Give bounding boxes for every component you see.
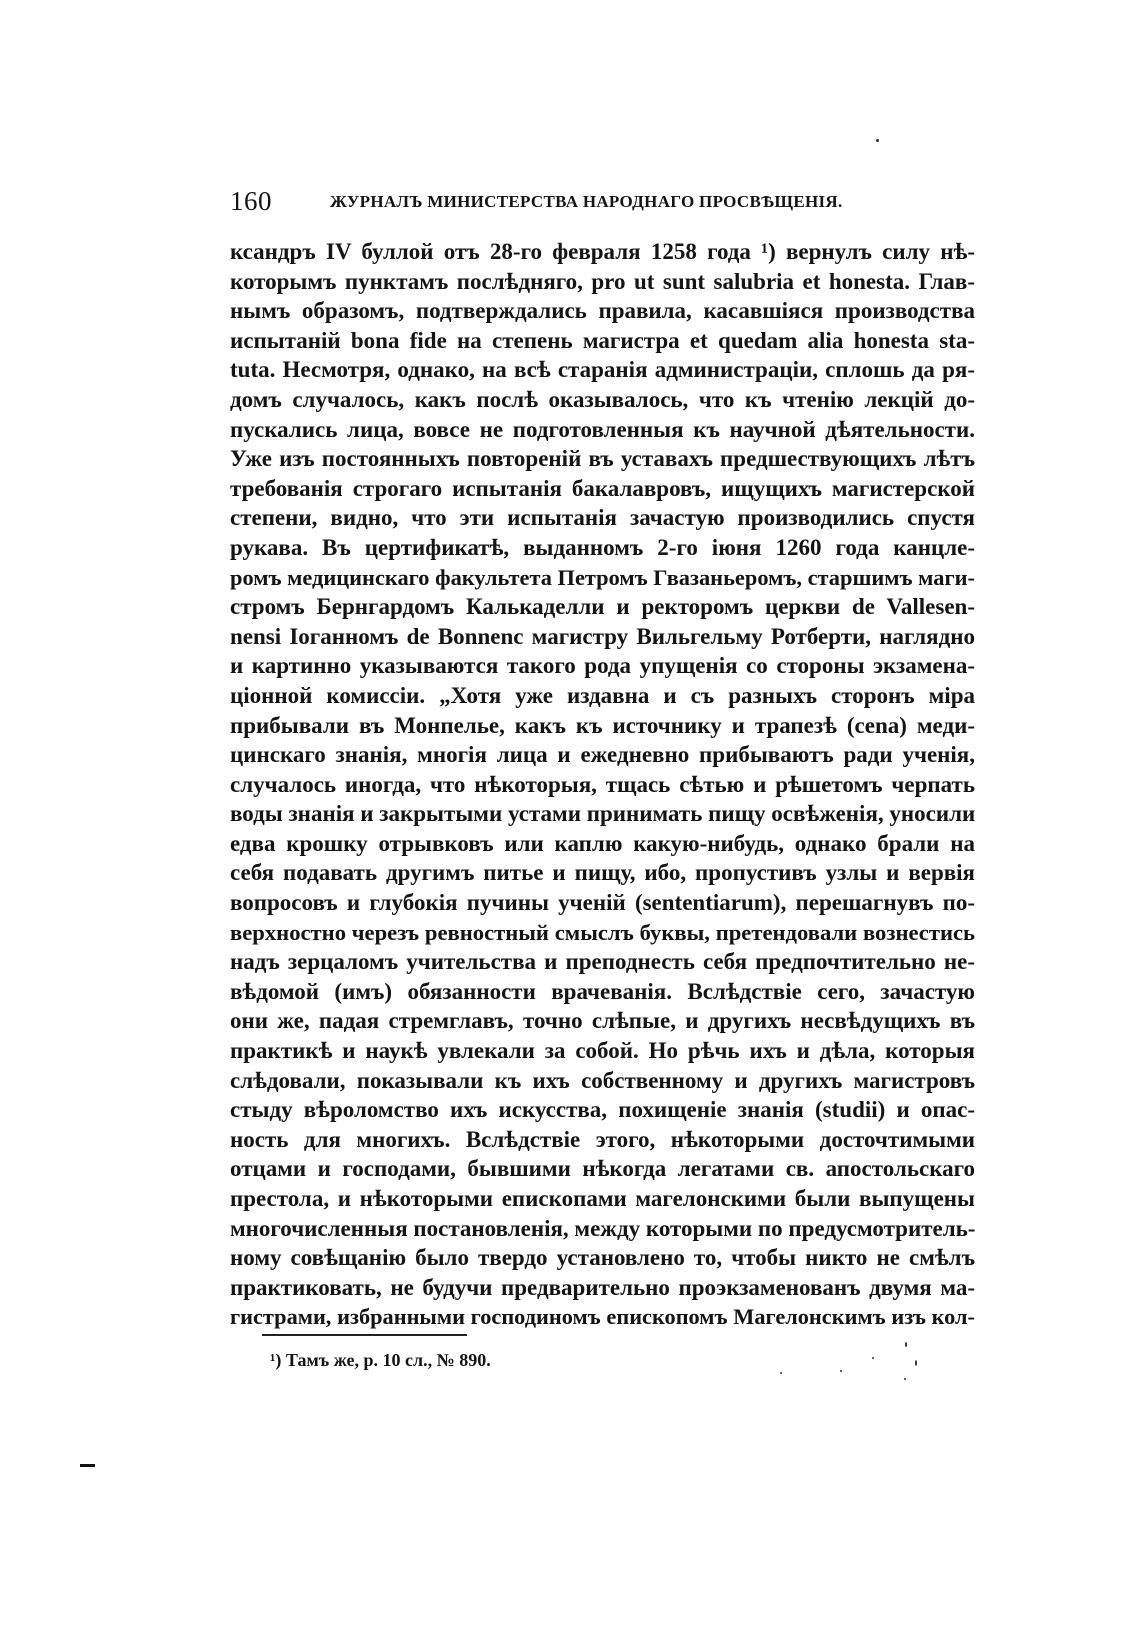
footnote: ¹) Тамъ же, p. 10 сл., № 890. <box>270 1350 491 1370</box>
text-line: воды знанія и закрытыми устами принимать пищу освѣженія, уносили <box>230 801 976 827</box>
text-line: nensi Іоганномъ de Bonnenc магистру Вильгельму Ротберти, наглядно <box>230 623 975 649</box>
text-line: стромъ Бернгардомъ Калькаделли и ректоромъ церкви de Vallesen- <box>230 594 975 620</box>
text-line: вопросовъ и глубокія пучины ученій (sententiarum), перешагнувъ по- <box>230 890 975 916</box>
print-speck <box>840 1370 842 1372</box>
text-line: ромъ медицинскаго факультета Петромъ Гвазаньеромъ, старшимъ маги- <box>230 564 975 590</box>
running-title: ЖУРНАЛЪ МИНИСТЕРСТВА НАРОДНАГО ПРОСВѢЩЕНІЯ. <box>330 192 843 211</box>
print-speck <box>872 1357 874 1359</box>
text-line: прибывали въ Монпелье, какъ къ источнику и трапезѣ (cena) меди- <box>230 712 975 738</box>
text-line: пускались лица, вовсе не подготовленныя къ научной дѣятельности. <box>230 416 975 442</box>
text-line: рукава. Въ цертификатѣ, выданномъ 2-го іюня 1260 года канцле- <box>230 534 975 560</box>
page-header <box>230 186 990 216</box>
text-line: себя подавать другимъ питье и пищу, ибо, пропустивъ узлы и вервія <box>230 860 975 886</box>
text-line: верхностно черезъ ревностный смыслъ буквы, претендовали вознестись <box>230 919 975 945</box>
text-line: степени, видно, что эти испытанія зачастую производились спустя <box>230 505 975 531</box>
text-line: требованія строгаго испытанія бакалавровъ, ищущихъ магистерской <box>230 475 975 501</box>
text-line: слѣдовали, показывали къ ихъ собственному и другихъ магистровъ <box>230 1067 975 1093</box>
text-line: и картинно указываются такого рода упущенія со стороны экзамена- <box>230 653 975 679</box>
print-speck <box>905 1342 907 1347</box>
text-line: случалось иногда, что нѣкоторыя, тщась сѣтью и рѣшетомъ черпать <box>230 771 975 797</box>
text-line: ціонной комиссіи. „Хотя уже издавна и съ разныхъ сторонъ міра <box>230 682 975 708</box>
text-line: домъ случалось, какъ послѣ оказывалось, что къ чтенію лекцій до- <box>230 386 975 412</box>
footnote-rule <box>262 1334 467 1336</box>
text-line: цинскаго знанія, многія лица и ежедневно прибываютъ ради ученія, <box>230 742 975 768</box>
text-line: многочисленныя постановленія, между которыми по предусмотритель- <box>230 1215 976 1241</box>
text-line: едва крошку отрывковъ или каплю какую-нибудь, однако брали на <box>230 830 975 856</box>
text-line: практиковать, не будучи предварительно проэкзаменованъ двумя ма- <box>230 1274 975 1300</box>
print-speck <box>904 1378 906 1380</box>
print-speck <box>876 139 879 142</box>
margin-mark <box>80 1464 95 1467</box>
text-line: вѣдомой (имъ) обязанности врачеванія. Вслѣдствіе сего, зачастую <box>230 978 975 1004</box>
text-line: tuta. Несмотря, однако, на всѣ старанія администраціи, сплошь да ря- <box>230 357 975 383</box>
text-line: испытаній bona fide на степень магистра et quedam alia honesta sta- <box>230 327 975 353</box>
text-line: стыду вѣроломство ихъ искусства, похищеніе знанія (studii) и опас- <box>230 1097 975 1123</box>
text-line: практикѣ и наукѣ увлекали за собой. Но рѣчь ихъ и дѣла, которыя <box>230 1038 975 1064</box>
text-line: которымъ пунктамъ послѣдняго, pro ut sunt salubria et honesta. Глав- <box>230 268 975 294</box>
text-line: гистрами, избранными господиномъ епископомъ Магелонскимъ изъ кол- <box>230 1304 975 1330</box>
print-speck <box>915 1360 917 1366</box>
text-line: престола, и нѣкоторыми епископами магелонскими были выпущены <box>230 1186 975 1211</box>
print-speck <box>780 1372 782 1374</box>
page-number: 160 <box>230 186 272 216</box>
text-line: ксандръ IV буллой отъ 28-го февраля 1258 года ¹) вернулъ силу нѣ- <box>230 239 975 264</box>
text-line: ному совѣщанію было твердо установлено то, чтобы никто не смѣлъ <box>230 1245 975 1271</box>
text-line: нымъ образомъ, подтверждались правила, касавшіяся производства <box>230 298 975 324</box>
text-line: ность для многихъ. Вслѣдствіе этого, нѣкоторыми досточтимыми <box>230 1126 975 1152</box>
body-text <box>230 237 975 1332</box>
text-line: отцами и господами, бывшими нѣкогда легатами св. апостольскаго <box>230 1156 975 1182</box>
text-line: надъ зерцаломъ учительства и преподнесть себя предпочтительно не- <box>230 949 975 975</box>
text-line: они же, падая стремглавъ, точно слѣпые, и другихъ несвѣдущихъ въ <box>230 1008 975 1034</box>
text-line: Уже изъ постоянныхъ повтореній въ уставахъ предшествующихъ лѣтъ <box>230 446 975 472</box>
